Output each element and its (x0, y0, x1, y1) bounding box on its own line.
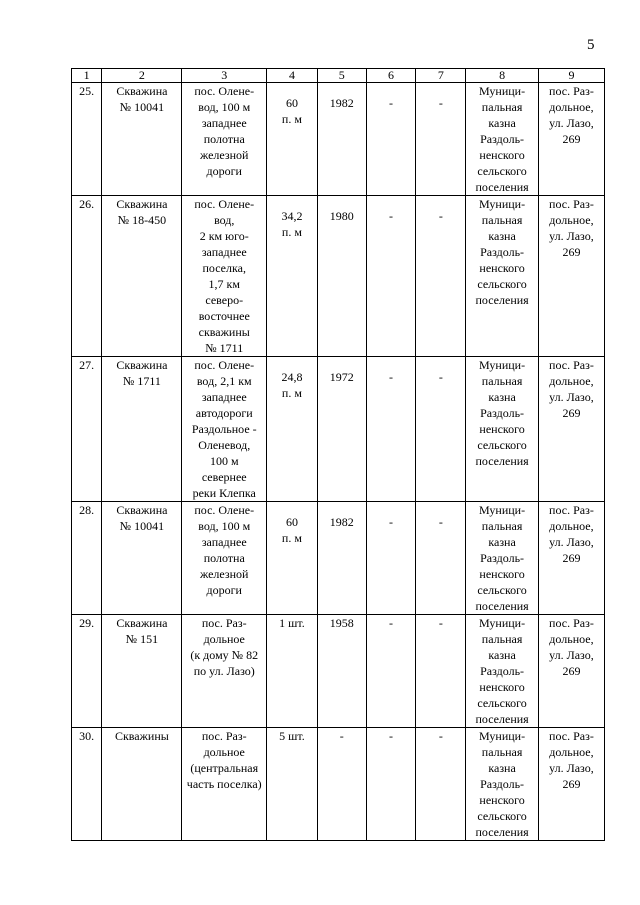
column-number: 1 (72, 69, 102, 83)
object-name-cell: Скважина № 10041 (102, 83, 182, 196)
year-cell: 1982 (317, 502, 366, 615)
address-cell: пос. Раз- дольное, ул. Лазо, 269 (538, 728, 604, 841)
page-number: 5 (587, 37, 595, 53)
column-7-cell: - (416, 196, 466, 357)
location-cell: пос. Олене- вод, 100 м западнее полотна железной дороги (182, 83, 267, 196)
row-number-cell: 28. (72, 502, 102, 615)
column-number: 9 (538, 69, 604, 83)
column-number: 3 (182, 69, 267, 83)
column-number: 7 (416, 69, 466, 83)
table-row (72, 728, 605, 841)
row-number-cell: 25. (72, 83, 102, 196)
water-wells-table (71, 68, 605, 841)
column-6-cell: - (366, 196, 416, 357)
year-cell: 1972 (317, 357, 366, 502)
owner-cell: Муници- пальная казна Раздоль- ненского сельского поселения (466, 357, 539, 502)
column-7-cell: - (416, 83, 466, 196)
table-row (72, 502, 605, 615)
depth-quantity-cell: 24,8 п. м (266, 357, 317, 502)
depth-quantity-cell: 34,2 п. м (266, 196, 317, 357)
object-name-cell: Скважина № 1711 (102, 357, 182, 502)
column-number-header-row (72, 69, 605, 83)
location-cell: пос. Олене- вод, 2,1 км западнее автодороги Раздольное - Оленевод, 100 м севернее реки Клепка (182, 357, 267, 502)
address-cell: пос. Раз- дольное, ул. Лазо, 269 (538, 83, 604, 196)
row-number-cell: 26. (72, 196, 102, 357)
address-cell: пос. Раз- дольное, ул. Лазо, 269 (538, 196, 604, 357)
owner-cell: Муници- пальная казна Раздоль- ненского сельского поселения (466, 196, 539, 357)
column-number: 8 (466, 69, 539, 83)
owner-cell: Муници- пальная казна Раздоль- ненского сельского поселения (466, 502, 539, 615)
column-6-cell: - (366, 615, 416, 728)
object-name-cell: Скважина № 18-450 (102, 196, 182, 357)
column-number: 5 (317, 69, 366, 83)
column-7-cell: - (416, 502, 466, 615)
owner-cell: Муници- пальная казна Раздоль- ненского сельского поселения (466, 83, 539, 196)
table-row (72, 83, 605, 196)
location-cell: пос. Олене- вод, 100 м западнее полотна железной дороги (182, 502, 267, 615)
owner-cell: Муници- пальная казна Раздоль- ненского сельского поселения (466, 615, 539, 728)
column-7-cell: - (416, 728, 466, 841)
address-cell: пос. Раз- дольное, ул. Лазо, 269 (538, 615, 604, 728)
depth-quantity-cell: 5 шт. (266, 728, 317, 841)
column-number: 6 (366, 69, 416, 83)
row-number-cell: 29. (72, 615, 102, 728)
location-cell: пос. Раз- дольное (к дому № 82 по ул. Лазо) (182, 615, 267, 728)
column-6-cell: - (366, 728, 416, 841)
row-number-cell: 30. (72, 728, 102, 841)
column-6-cell: - (366, 83, 416, 196)
year-cell: - (317, 728, 366, 841)
owner-cell: Муници- пальная казна Раздоль- ненского сельского поселения (466, 728, 539, 841)
location-cell: пос. Раз- дольное (центральная часть поселка) (182, 728, 267, 841)
depth-quantity-cell: 60 п. м (266, 502, 317, 615)
column-number: 2 (102, 69, 182, 83)
location-cell: пос. Олене- вод, 2 км юго- западнее поселка, 1,7 км северо- восточнее скважины № 1711 (182, 196, 267, 357)
depth-quantity-cell: 1 шт. (266, 615, 317, 728)
year-cell: 1982 (317, 83, 366, 196)
table-row (72, 357, 605, 502)
column-6-cell: - (366, 357, 416, 502)
address-cell: пос. Раз- дольное, ул. Лазо, 269 (538, 502, 604, 615)
table-row (72, 615, 605, 728)
table-row (72, 196, 605, 357)
column-6-cell: - (366, 502, 416, 615)
row-number-cell: 27. (72, 357, 102, 502)
column-number: 4 (266, 69, 317, 83)
object-name-cell: Скважины (102, 728, 182, 841)
address-cell: пос. Раз- дольное, ул. Лазо, 269 (538, 357, 604, 502)
year-cell: 1958 (317, 615, 366, 728)
year-cell: 1980 (317, 196, 366, 357)
depth-quantity-cell: 60 п. м (266, 83, 317, 196)
object-name-cell: Скважина № 151 (102, 615, 182, 728)
column-7-cell: - (416, 615, 466, 728)
column-7-cell: - (416, 357, 466, 502)
object-name-cell: Скважина № 10041 (102, 502, 182, 615)
